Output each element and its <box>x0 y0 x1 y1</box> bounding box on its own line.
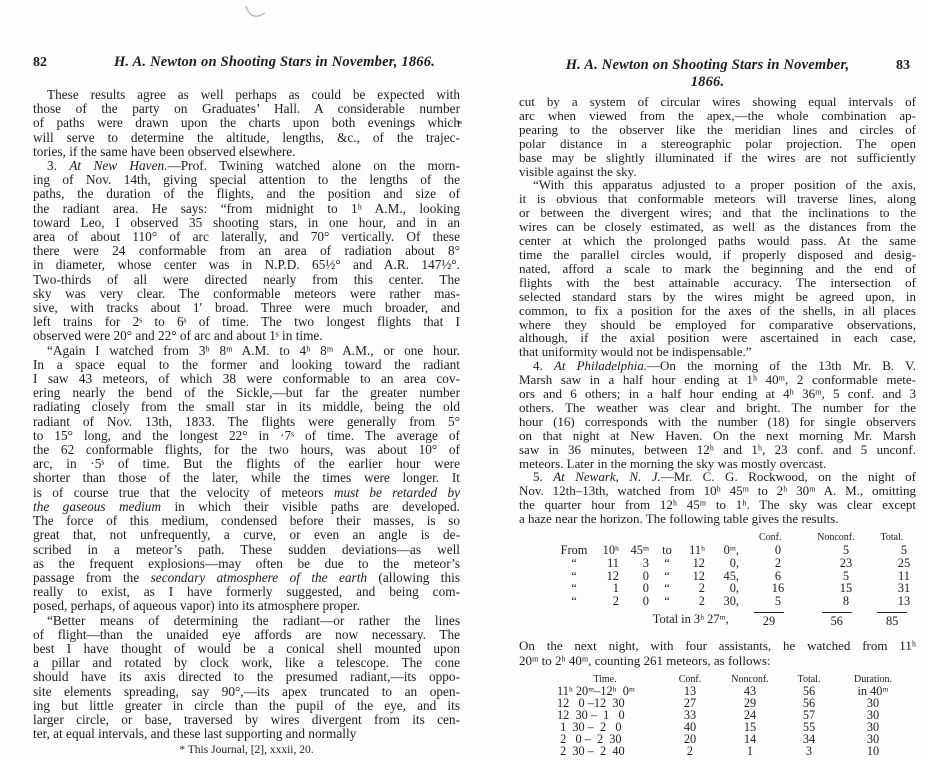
text-line: the gaseous medium in which their visible paths are developed. <box>33 498 460 514</box>
table-cell: 56 <box>802 684 816 699</box>
text-line: posed, perhaps, of aqueous vapor) into its atmosphere proper. <box>33 598 360 614</box>
text-line: the radiant area. He says: “from midnight to 1ʰ A.M., looking <box>33 200 460 216</box>
table-cell: 8 <box>842 594 850 609</box>
newark-total-nonconf: 56 <box>822 612 852 628</box>
text-line: “With this apparatus adjusted to a proper position of the axis, <box>533 177 916 193</box>
text-line: selected standard stars by the wires might be agreed upon, in <box>519 288 916 304</box>
table-cell: 12 <box>606 568 619 583</box>
newark-total-conf-cell <box>733 612 806 628</box>
text-line: flights with the best attainable accuracy. The intersection of <box>519 274 916 290</box>
text-line: visible against the sky. <box>519 163 637 179</box>
table-cell: 14 <box>743 732 757 747</box>
text-line: These results agree as well perhaps as could be expected with <box>47 87 460 102</box>
table-cell: “ <box>571 581 577 596</box>
text-line: ing of Nov. 14th, giving special attention to the lengths of the <box>33 172 460 188</box>
newark-col-nonconf: Nonconf. <box>817 532 855 544</box>
second-night-col-time: Time. <box>593 674 617 686</box>
text-line: is of course true that the velocity of meteors must be retarded by <box>33 484 460 500</box>
text-line: of paths were drawn upon the charts upon both evenings which <box>33 115 460 131</box>
running-title-left: H. A. Newton on Shooting Stars in November, 1866. <box>113 54 436 70</box>
text-line: 5. At Newark, N. J.—Mr. C. G. Rockwood, on the night of <box>533 469 916 485</box>
table-cell: 30 <box>866 708 880 723</box>
table-cell: 45, <box>723 568 739 583</box>
table-cell: 45ᵐ <box>630 543 649 558</box>
table-cell: 6 <box>774 568 782 583</box>
text-line: that uniformity would not be indispensable.” <box>519 344 752 360</box>
second-night-col-nonconf: Nonconf. <box>731 674 769 686</box>
paragraph-cut-by-wires <box>519 95 916 178</box>
table-cell: 56 <box>802 696 816 711</box>
table-cell: 5 <box>842 543 850 558</box>
text-line: in diameter, whose center was in N.P.D. 65½° and A.R. 147½°. <box>33 257 460 273</box>
table-cell: 0, <box>729 581 739 596</box>
second-night-col-total: Total. <box>797 674 821 686</box>
text-line: 20ᵐ to 2ʰ 40ᵐ, counting 261 meteors, as follows: <box>519 653 771 669</box>
text-line: polar distance in a stereographic polar projection. The open <box>519 135 916 151</box>
table-cell: 30 <box>866 696 880 711</box>
text-line: the 62 conformable flights, for the two hours, was about 10° of <box>33 442 460 458</box>
table-cell: 2 0 – 2 30 <box>557 732 622 747</box>
second-night-col-conf: Conf. <box>678 674 702 686</box>
paragraph-at-philadelphia <box>519 359 916 470</box>
table-cell: 11 <box>607 555 619 570</box>
text-line: 4. At Philadelphia.—On the morning of the 13th Mr. B. V. <box>533 358 916 374</box>
text-line: Marsh saw in a half hour ending at 1ʰ 40ᵐ, 2 conformable mete- <box>519 372 916 388</box>
table-cell: 43 <box>743 684 757 699</box>
table-cell: 33 <box>683 708 697 723</box>
table-cell: 40 <box>683 720 697 735</box>
text-line: “Better means of determining the radiant—or rather the lines <box>47 612 460 628</box>
paragraph-at-newark <box>519 470 916 526</box>
text-line: observed were 20° and 22° of arc and about 1ˢ in time. <box>33 328 323 344</box>
running-title-right: H. A. Newton on Shooting Stars in November, 1866. <box>565 57 850 90</box>
table-cell: 5 <box>774 594 782 609</box>
paragraph-better-means <box>33 614 460 742</box>
table-cell: 30 <box>866 732 880 747</box>
text-line: wires can be closely estimated, as well as the distances from the <box>519 219 916 235</box>
newark-total-label: Total in 3ʰ 27ᵐ, <box>652 612 729 627</box>
scan-artifact-squiggle <box>243 4 269 20</box>
text-line: those of the party on Graduates’ Hall. A considerable number <box>33 101 460 117</box>
table-cell: 24 <box>743 708 757 723</box>
text-line: there were 24 conformable from an area of radiation about 8° <box>33 243 460 259</box>
table-cell: 2 <box>774 555 782 570</box>
paragraph-with-this-apparatus <box>519 178 916 359</box>
text-line: passage from the secondary atmosphere of the earth (allowing this <box>33 569 460 585</box>
table-cell: “ <box>571 594 577 609</box>
right-body-text <box>519 95 916 757</box>
page-82 <box>33 50 460 760</box>
text-line: arc, in ·5ˢ of time. But the flights of the earlier hour were <box>33 456 460 472</box>
table-cell: 16 <box>771 581 785 596</box>
newark-table-total-row <box>555 612 916 628</box>
text-line: area of about 110° of arc laterally, and 70° vertically. Of these <box>33 229 460 245</box>
newark-total-nonconf-cell <box>805 612 868 628</box>
table-cell: 2 30 – 2 40 <box>557 744 625 759</box>
table-cell: 12 <box>692 555 705 570</box>
table-cell: 12 0 –12 30 <box>557 696 625 711</box>
table-cell: “ <box>664 555 670 570</box>
text-line: where they should be employed for comparative observations, <box>519 316 916 332</box>
table-cell: 2 <box>686 744 694 759</box>
table-cell: 55 <box>802 720 816 735</box>
paragraph-again-i-watched <box>33 344 460 614</box>
table-cell: 0, <box>729 555 739 570</box>
text-line: arc when viewed from the apex,—the whole combination ap- <box>519 107 916 123</box>
newark-col-conf: Conf. <box>759 532 782 544</box>
text-line: ter, at equal intervals, and these last supporting and normally <box>33 726 357 742</box>
table-cell: 12 <box>692 568 705 583</box>
paragraph-results-agree <box>33 88 460 159</box>
table-cell: 30, <box>723 594 739 609</box>
text-line: hour (16) corresponds with the number (18) for single observers <box>519 413 916 429</box>
table-cell: 5 <box>900 543 908 558</box>
page-number-left: 82 <box>33 55 47 70</box>
table-row <box>549 745 909 757</box>
text-line: toward Leo, I observed 35 shooting stars, in one hour, and in an <box>33 214 460 230</box>
table-row <box>555 557 916 570</box>
text-line: great that, not unfrequently, a curve, or even an angle is de- <box>33 527 460 543</box>
text-line: ing but little greater in circle than the pupil of the eye, and its <box>33 697 460 713</box>
newark-total-total-cell <box>868 612 916 628</box>
newark-observation-table <box>555 532 916 628</box>
paragraph-next-night <box>519 638 916 668</box>
table-cell: 0 <box>774 543 782 558</box>
text-line: site elements spreading, say 90°,—its apex truncated to an open- <box>33 683 460 699</box>
text-line: as the frequent explosions—may often be due to the meteor’s <box>33 555 460 571</box>
text-line: “Again I watched from 3ʰ 8ᵐ A.M. to 4ʰ 8ᵐ A.M., or one hour. <box>47 342 460 358</box>
newark-col-total: Total. <box>880 532 904 544</box>
table-row <box>555 595 916 608</box>
text-line: a haze near the horizon. The following table gives the results. <box>519 511 839 527</box>
table-cell: 11ʰ <box>689 543 705 558</box>
newark-table-grid <box>555 544 916 608</box>
text-line: time the parallel circles would, if properly disposed and desig- <box>519 246 916 262</box>
table-cell: 2 <box>612 594 619 609</box>
text-line: base may be slightly illuminated if the wires are not sufficiently <box>519 149 916 165</box>
text-line: or between the divergent wires; and that the inclinations to the <box>519 205 916 221</box>
table-cell: 23 <box>839 555 853 570</box>
text-line: radiant of Nov. 13th, 1833. The flights were generally from 5° <box>33 413 460 429</box>
text-line: should have its axis directed to the presumed radiant,—its oppo- <box>33 669 460 685</box>
text-line: best I have thought of would be a conical shell mounted upon <box>33 640 460 656</box>
table-cell: 1 30 – 2 0 <box>557 720 622 735</box>
newark-total-conf: 29 <box>754 612 784 628</box>
table-cell: to <box>662 543 672 558</box>
text-line: meteors. Later in the morning the sky was mostly overcast. <box>519 455 827 471</box>
table-cell: 30 <box>866 720 880 735</box>
table-cell: 3 <box>642 555 649 570</box>
text-line: In a space equal to the former and looking toward the radiant <box>33 356 460 372</box>
table-cell: “ <box>571 555 577 570</box>
table-cell: 31 <box>897 581 911 596</box>
text-line: others. The weather was clear and bright. The number for the <box>519 399 916 415</box>
newark-total-total: 85 <box>877 612 907 628</box>
text-line: to 15° long, and the longest 22° in ·7ˢ of time. The average of <box>33 427 460 443</box>
table-cell: 2 <box>698 581 705 596</box>
text-line: a pillar and rotated by clock work, like a telescope. The cone <box>33 655 460 671</box>
table-cell: 13 <box>897 594 911 609</box>
text-line: of flight—than the unaided eye affords are now necessary. The <box>33 626 460 642</box>
text-line: on that night at New Haven. On the next morning Mr. Marsh <box>519 427 916 443</box>
text-line: although, if the axial position were ascertained in each case, <box>519 330 916 346</box>
second-night-col-duration: Duration. <box>853 674 893 686</box>
table-cell: 3 <box>805 744 813 759</box>
text-line: it is obvious that conformable meteors will traverse lines, along <box>519 191 916 207</box>
paragraph-at-new-haven <box>33 159 460 344</box>
text-line: The force of this medium, condensed before their masses, is so <box>33 513 460 529</box>
text-line: saw in 36 minutes, between 12ʰ and 1ʰ, 23 conf. and 5 unconf. <box>519 441 916 457</box>
table-cell: 1 <box>746 744 754 759</box>
text-line: pearing to the observer like the meridian lines and circles of <box>519 121 916 137</box>
text-line: larger circle, or base, traversed by wires divergent from its cen- <box>33 711 460 727</box>
table-cell: 15 <box>743 720 757 735</box>
table-cell: 10 <box>866 744 880 759</box>
text-line: ering nearly the bend of the Sickle,—but far the greater number <box>33 385 460 401</box>
running-head-right <box>519 57 916 90</box>
table-cell: 25 <box>897 555 911 570</box>
text-line: 3. At New Haven.—Prof. Twining watched alone on the morn- <box>47 158 460 174</box>
second-night-table <box>549 674 916 757</box>
table-cell: 0ᵐ, <box>723 543 739 558</box>
table-cell: 12 30 – 1 0 <box>557 708 625 723</box>
footnote-journal-reference: * This Journal, [2], xxxii, 20. <box>179 744 314 757</box>
text-line: the quarter hour from 12ʰ 45ᵐ to 1ʰ. The sky was clear except <box>519 497 916 513</box>
text-line: paths, the duration of the flights, and the position and size of <box>33 186 460 202</box>
text-line: will serve to determine the altitude, lengths, &c., of the trajec- <box>33 129 460 145</box>
text-line: nated, afford a scale to mark the beginning and the end of <box>519 260 916 276</box>
text-line: sive, with tracks about 1′ broad. Three were much broader, and <box>33 300 460 316</box>
table-cell: “ <box>571 568 577 583</box>
text-line: really to exist, as I have formerly suggested, and being com- <box>33 584 460 600</box>
text-line: common, to fix a position for the axes of the shells, in all places <box>519 302 916 318</box>
text-line: left trains for 2ˢ to 6ˢ of time. The two longest flights that I <box>33 314 460 330</box>
text-line: tories, if the same have been observed elsewhere. <box>33 143 296 159</box>
table-cell: 0 <box>642 568 649 583</box>
table-cell: 15 <box>839 581 853 596</box>
text-line: Two-thirds of all were directed nearly from this center. The <box>33 271 460 287</box>
table-cell: “ <box>664 594 670 609</box>
text-line: scribed in a meteor’s path. These sudden deviations—as well <box>33 541 460 557</box>
text-line: ors and 6 others; in a half hour ending at 4ʰ 36ᵐ, 5 conf. and 3 <box>519 386 916 402</box>
text-line: sky was very clear. The conformable meteors were rather mas- <box>33 285 460 301</box>
table-cell: 11ʰ 20ᵐ–12ʰ 0ᵐ <box>557 684 635 699</box>
table-cell: 27 <box>683 696 697 711</box>
table-cell: 57 <box>802 708 816 723</box>
table-cell: 2 <box>698 594 705 609</box>
text-line: center at which the prolonged paths would pass. At the same <box>519 233 916 249</box>
table-cell: 10ʰ <box>602 543 619 558</box>
text-line: cut by a system of circular wires showing equal intervals of <box>519 94 916 109</box>
page-number-right: 83 <box>896 58 910 73</box>
table-cell: 5 <box>842 568 850 583</box>
table-cell: 0 <box>642 594 649 609</box>
table-cell: 34 <box>802 732 816 747</box>
text-line: Nov. 12th–13th, watched from 10ʰ 45ᵐ to 2ʰ 30ᵐ A. M., omitting <box>519 483 916 499</box>
text-line: I saw 43 meteors, of which 38 were conformable to an area cov- <box>33 371 460 387</box>
running-head-left <box>33 54 460 71</box>
text-line: radiating closely from the small star in its middle, being the old <box>33 399 460 415</box>
page-83 <box>519 53 916 760</box>
table-cell: 0 <box>642 581 649 596</box>
table-cell: 13 <box>683 684 697 699</box>
table-cell: 29 <box>743 696 757 711</box>
table-cell: 1 <box>612 581 619 596</box>
text-line: shorter than those of the later, while the times were longer. It <box>33 470 460 486</box>
table-cell: 11 <box>898 568 910 583</box>
second-night-table-grid <box>549 685 909 757</box>
table-cell: in 40ᵐ <box>857 684 889 699</box>
table-cell: From <box>560 543 588 558</box>
left-body-text <box>33 88 460 757</box>
table-cell: “ <box>664 581 670 596</box>
table-row <box>555 544 916 557</box>
table-cell: 20 <box>683 732 697 747</box>
text-line: On the next night, with four assistants, he watched from 11ʰ <box>519 638 916 654</box>
table-cell: “ <box>664 568 670 583</box>
